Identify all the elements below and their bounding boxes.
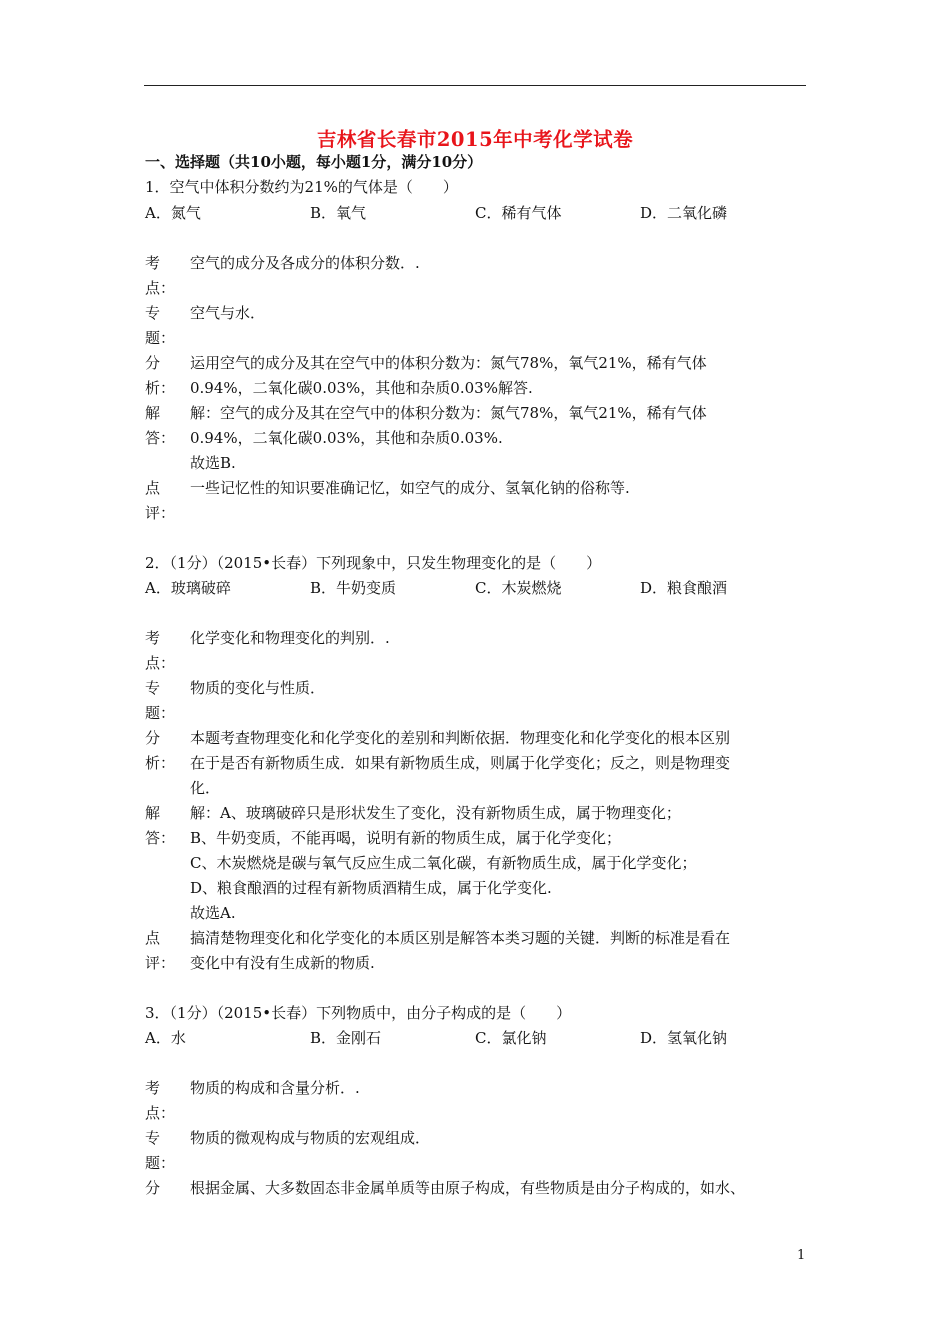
q3-label-fen: 分 xyxy=(145,1179,161,1197)
q2-option-b: B．牛奶变质 xyxy=(310,579,397,597)
q2-kaodian: 化学变化和物理变化的判别．. xyxy=(190,629,390,647)
q2-jieda-line4: D、粮食酿酒的过程有新物质酒精生成，属于化学变化. xyxy=(190,879,552,897)
q2-label-da: 答： xyxy=(145,829,176,847)
q1-option-b: B．氧气 xyxy=(310,204,367,222)
q1-label-dian: 点： xyxy=(145,279,176,297)
q1-label-fen: 分 xyxy=(145,354,161,372)
q2-fenxi-line3: 化． xyxy=(190,779,221,797)
q2-label-dian: 点： xyxy=(145,654,176,672)
q1-fenxi-line2: 0.94%，二氧化碳0.03%，其他和杂质0.03%解答. xyxy=(190,379,533,397)
q3-stem: 3．（1分）（2015•长春）下列物质中，由分子构成的是（ ） xyxy=(145,1004,572,1022)
q3-option-a: A．水 xyxy=(145,1029,186,1047)
q2-label-ti: 题： xyxy=(145,704,176,722)
q1-label-kao: 考 xyxy=(145,254,161,272)
section-heading: 一、选择题（共10小题，每小题1分，满分10分） xyxy=(145,153,483,171)
q3-option-d: D．氢氧化钠 xyxy=(640,1029,728,1047)
q1-label-zhuan: 专 xyxy=(145,304,161,322)
q2-fenxi-line2: 在于是否有新物质生成．如果有新物质生成，则属于化学变化；反之，则是物理变 xyxy=(190,754,731,772)
q2-option-d: D．粮食酿酒 xyxy=(640,579,728,597)
page-number: 1 xyxy=(797,1248,806,1263)
q1-jieda-line2: 0.94%，二氧化碳0.03%，其他和杂质0.03%. xyxy=(190,429,503,447)
q1-fenxi-line1: 运用空气的成分及其在空气中的体积分数为：氮气78%，氧气21%，稀有气体 xyxy=(190,354,707,372)
q1-label-ti: 题： xyxy=(145,329,176,347)
q2-dianping-line1: 搞清楚物理变化和化学变化的本质区别是解答本类习题的关键．判断的标准是看在 xyxy=(190,929,731,947)
q1-option-a: A．氮气 xyxy=(145,204,201,222)
q1-option-c: C．稀有气体 xyxy=(475,204,562,222)
q3-option-c: C．氯化钠 xyxy=(475,1029,547,1047)
q2-stem: 2．（1分）（2015•长春）下列现象中，只发生物理变化的是（ ） xyxy=(145,554,602,572)
q1-label-da: 答： xyxy=(145,429,176,447)
q3-fenxi-line1: 根据金属、大多数固态非金属单质等由原子构成，有些物质是由分子构成的，如水、 xyxy=(190,1179,746,1197)
q1-option-d: D．二氧化磷 xyxy=(640,204,728,222)
q3-label-dian: 点： xyxy=(145,1104,176,1122)
q2-label-xi: 析： xyxy=(145,754,176,772)
q2-fenxi-line1: 本题考查物理变化和化学变化的差别和判断依据．物理变化和化学变化的根本区别 xyxy=(190,729,731,747)
q2-jieda-line2: B、牛奶变质，不能再喝，说明有新的物质生成，属于化学变化； xyxy=(190,829,622,847)
q1-stem: 1．空气中体积分数约为21%的气体是（ ） xyxy=(145,178,458,196)
q2-label-jie: 解 xyxy=(145,804,161,822)
q2-option-a: A．玻璃破碎 xyxy=(145,579,231,597)
q3-option-b: B．金刚石 xyxy=(310,1029,382,1047)
q1-jieda-line1: 解：空气的成分及其在空气中的体积分数为：氮气78%，氧气21%，稀有气体 xyxy=(190,404,707,422)
q1-zhuanti: 空气与水． xyxy=(190,304,266,322)
q1-label-dianping1: 点 xyxy=(145,479,161,497)
q2-jieda-line1: 解：A、玻璃破碎只是形状发生了变化，没有新物质生成，属于物理变化； xyxy=(190,804,681,822)
q3-kaodian: 物质的构成和含量分析．. xyxy=(190,1079,360,1097)
q1-label-jie: 解 xyxy=(145,404,161,422)
q2-label-dianping2: 评： xyxy=(145,954,176,972)
document-title: 吉林省长春市2015年中考化学试卷 xyxy=(316,128,634,151)
q1-label-dianping2: 评： xyxy=(145,504,176,522)
q1-kaodian: 空气的成分及各成分的体积分数．. xyxy=(190,254,420,272)
q3-label-zhuan: 专 xyxy=(145,1129,161,1147)
q2-label-fen: 分 xyxy=(145,729,161,747)
q2-jieda-line5: 故选A. xyxy=(190,904,236,922)
q2-dianping-line2: 变化中有没有生成新的物质. xyxy=(190,954,375,972)
q3-label-kao: 考 xyxy=(145,1079,161,1097)
q2-zhuanti: 物质的变化与性质． xyxy=(190,679,326,697)
q1-dianping: 一些记忆性的知识要准确记忆，如空气的成分、氢氧化钠的俗称等. xyxy=(190,479,630,497)
q3-zhuanti: 物质的微观构成与物质的宏观组成． xyxy=(190,1129,431,1147)
q1-jieda-line3: 故选B. xyxy=(190,454,236,472)
q2-option-c: C．木炭燃烧 xyxy=(475,579,562,597)
q3-label-ti: 题： xyxy=(145,1154,176,1172)
q2-label-dianping1: 点 xyxy=(145,929,161,947)
q2-label-zhuan: 专 xyxy=(145,679,161,697)
header-rule xyxy=(144,85,806,86)
q2-label-kao: 考 xyxy=(145,629,161,647)
q1-label-xi: 析： xyxy=(145,379,176,397)
q2-jieda-line3: C、木炭燃烧是碳与氧气反应生成二氧化碳，有新物质生成，属于化学变化； xyxy=(190,854,697,872)
